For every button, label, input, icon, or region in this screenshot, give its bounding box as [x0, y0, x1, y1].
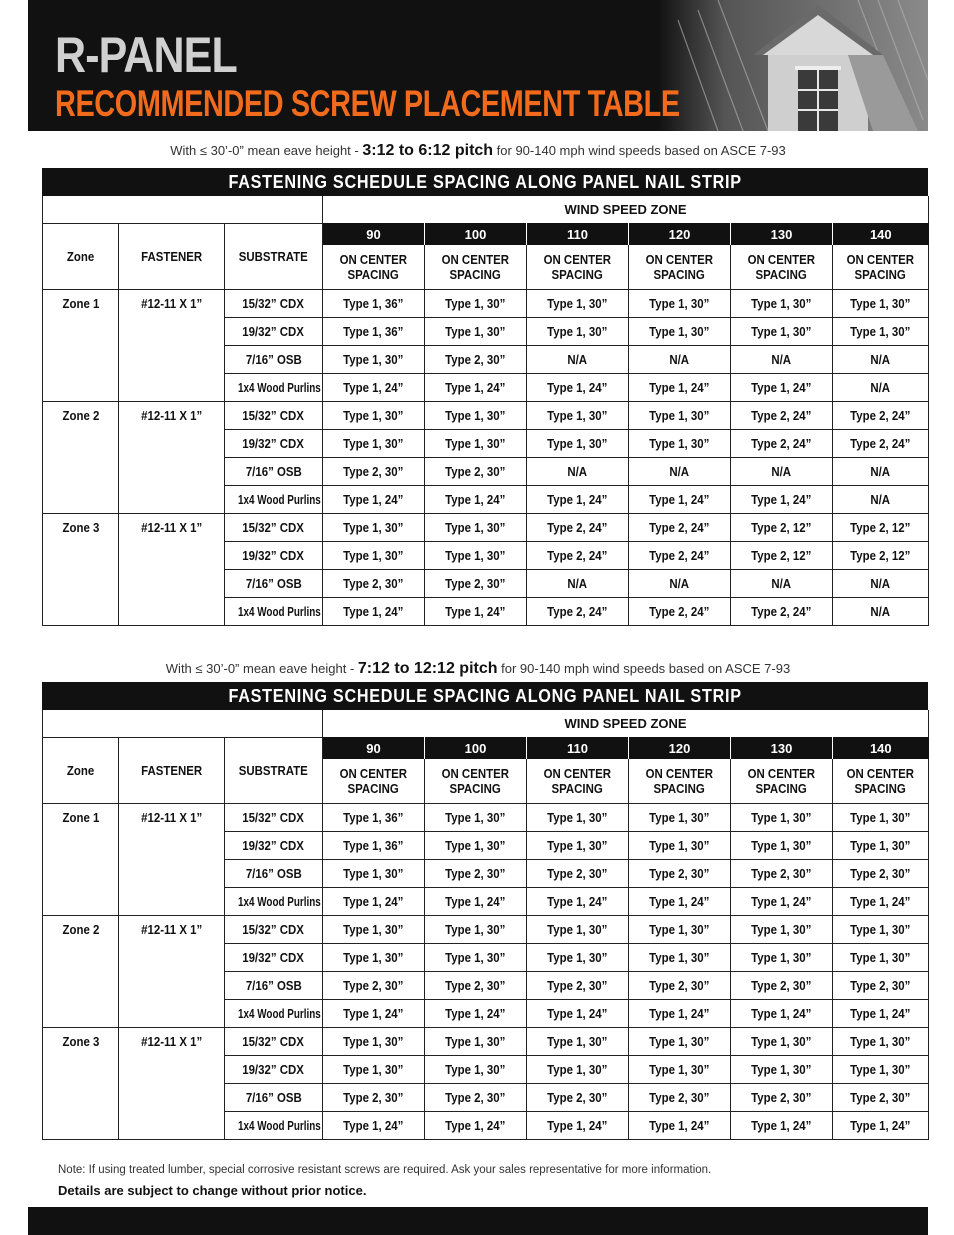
spacing-value-cell: Type 2, 24” [629, 514, 731, 542]
spacing-value-cell: Type 1, 24” [629, 374, 731, 402]
spacing-value-cell: N/A [833, 346, 929, 374]
spacing-value-cell: Type 1, 30” [323, 1056, 425, 1084]
spacing-value-cell: Type 1, 30” [731, 318, 833, 346]
substrate-cell: 19/32” CDX [225, 944, 323, 972]
on-center-spacing-header: ON CENTER SPACING [527, 245, 629, 290]
spacing-value-cell: N/A [629, 346, 731, 374]
spacing-value-cell: Type 1, 30” [527, 318, 629, 346]
spacing-value-cell: Type 1, 30” [731, 804, 833, 832]
fastener-label: #12-11 X 1” [119, 916, 225, 1028]
substrate-cell: 1x4 Wood Purlins [225, 888, 323, 916]
substrate-column-header: SUBSTRATE [225, 223, 323, 290]
wind-speed-90: 90 [323, 223, 425, 245]
spacing-value-cell: Type 1, 30” [323, 916, 425, 944]
spacing-value-cell: Type 1, 24” [731, 1000, 833, 1028]
spacing-value-cell: Type 1, 30” [833, 1056, 929, 1084]
substrate-cell: 1x4 Wood Purlins [225, 1112, 323, 1140]
wind-speed-140: 140 [833, 223, 929, 245]
schedule-title-text: FASTENING SCHEDULE SPACING ALONG PANEL NAIL STRIP [228, 686, 742, 706]
table-row [43, 514, 929, 542]
spacing-value-cell: Type 1, 30” [323, 402, 425, 430]
caption-suffix: for 90-140 mph wind speeds based on ASCE 7-93 [497, 661, 791, 676]
spacing-value-cell: Type 2, 30” [629, 1084, 731, 1112]
substrate-cell: 15/32” CDX [225, 1028, 323, 1056]
spacing-value-cell: Type 2, 12” [731, 542, 833, 570]
spacing-value-cell: Type 1, 24” [731, 374, 833, 402]
zone-column-header: Zone [43, 737, 119, 804]
spacing-value-cell: Type 1, 24” [425, 374, 527, 402]
spacing-value-cell: Type 1, 30” [527, 1056, 629, 1084]
spacing-value-cell: Type 1, 24” [425, 598, 527, 626]
spacing-value-cell: Type 1, 24” [425, 486, 527, 514]
spacing-value-cell: Type 2, 30” [425, 458, 527, 486]
blank-header-cell [43, 196, 323, 223]
zone-label: Zone 2 [43, 402, 119, 514]
substrate-cell: 15/32” CDX [225, 402, 323, 430]
spacing-value-cell: N/A [833, 458, 929, 486]
spacing-value-cell: Type 1, 30” [425, 944, 527, 972]
on-center-spacing-header: ON CENTER SPACING [323, 759, 425, 804]
spacing-value-cell: Type 1, 30” [425, 514, 527, 542]
on-center-spacing-header: ON CENTER SPACING [425, 245, 527, 290]
spacing-value-cell: Type 2, 30” [527, 972, 629, 1000]
spacing-value-cell: Type 1, 24” [731, 486, 833, 514]
spacing-value-cell: Type 2, 30” [323, 570, 425, 598]
fastener-label: #12-11 X 1” [119, 804, 225, 916]
substrate-cell: 1x4 Wood Purlins [225, 486, 323, 514]
spacing-value-cell: Type 1, 30” [629, 1056, 731, 1084]
on-center-spacing-header: ON CENTER SPACING [731, 245, 833, 290]
on-center-spacing-header: ON CENTER SPACING [833, 759, 929, 804]
spacing-value-cell: Type 1, 30” [629, 804, 731, 832]
wind-speed-110: 110 [527, 737, 629, 759]
spacing-value-cell: Type 1, 30” [833, 290, 929, 318]
spacing-value-cell: Type 2, 30” [425, 570, 527, 598]
spacing-value-cell: Type 1, 24” [629, 486, 731, 514]
spacing-value-cell: Type 1, 24” [323, 486, 425, 514]
spacing-value-cell: Type 1, 30” [527, 944, 629, 972]
table-row [43, 290, 929, 318]
spacing-value-cell: Type 1, 30” [731, 290, 833, 318]
spacing-value-cell: Type 1, 30” [425, 290, 527, 318]
on-center-spacing-header: ON CENTER SPACING [731, 759, 833, 804]
spacing-value-cell: Type 2, 30” [629, 972, 731, 1000]
spacing-value-cell: Type 2, 24” [731, 402, 833, 430]
spacing-value-cell: Type 1, 30” [629, 832, 731, 860]
spacing-value-cell: Type 1, 36” [323, 318, 425, 346]
spacing-value-cell: Type 1, 30” [731, 944, 833, 972]
fastener-label: #12-11 X 1” [119, 402, 225, 514]
treated-lumber-note: Note: If using treated lumber, special corrosive resistant screws are required. Ask your sales representative for more information. [58, 1164, 712, 1176]
fastener-label: #12-11 X 1” [119, 290, 225, 402]
spacing-value-cell: Type 1, 36” [323, 804, 425, 832]
spacing-value-cell: Type 1, 24” [527, 888, 629, 916]
caption-prefix: With ≤ 30’-0” mean eave height - [170, 143, 363, 158]
spacing-value-cell: Type 1, 30” [323, 860, 425, 888]
spacing-value-cell: Type 1, 30” [731, 916, 833, 944]
fastener-column-header: FASTENER [119, 223, 225, 290]
spacing-value-cell: Type 2, 24” [629, 598, 731, 626]
spacing-value-cell: Type 2, 30” [731, 1084, 833, 1112]
blank-header-cell [43, 710, 323, 737]
spacing-value-cell: N/A [527, 570, 629, 598]
page-title: R-PANEL [55, 27, 237, 83]
substrate-cell: 1x4 Wood Purlins [225, 598, 323, 626]
spacing-value-cell: Type 2, 24” [731, 598, 833, 626]
wind-speed-90: 90 [323, 737, 425, 759]
wind-speed-120: 120 [629, 223, 731, 245]
substrate-cell: 15/32” CDX [225, 290, 323, 318]
spacing-value-cell: Type 1, 30” [629, 916, 731, 944]
substrate-cell: 19/32” CDX [225, 832, 323, 860]
spacing-value-cell: Type 2, 30” [425, 860, 527, 888]
on-center-spacing-header: ON CENTER SPACING [425, 759, 527, 804]
spacing-value-cell: Type 1, 24” [323, 1000, 425, 1028]
spacing-value-cell: Type 1, 24” [629, 888, 731, 916]
spacing-value-cell: Type 1, 24” [833, 888, 929, 916]
substrate-cell: 7/16” OSB [225, 972, 323, 1000]
spacing-value-cell: Type 1, 24” [629, 1112, 731, 1140]
spacing-value-cell: Type 2, 30” [731, 860, 833, 888]
spacing-value-cell: Type 1, 30” [731, 1056, 833, 1084]
spacing-value-cell: Type 2, 30” [527, 860, 629, 888]
on-center-spacing-header: ON CENTER SPACING [323, 245, 425, 290]
wind-speed-zone-header: WIND SPEED ZONE [323, 710, 929, 737]
spacing-value-cell: Type 1, 30” [833, 804, 929, 832]
caption-pitch: 3:12 to 6:12 pitch [362, 142, 494, 159]
spacing-value-cell: Type 2, 12” [833, 514, 929, 542]
spacing-value-cell: Type 2, 12” [833, 542, 929, 570]
spacing-value-cell: Type 2, 24” [527, 542, 629, 570]
footer-bar [28, 1207, 928, 1235]
spacing-value-cell: N/A [629, 570, 731, 598]
page-subtitle: RECOMMENDED SCREW PLACEMENT TABLE [55, 83, 680, 124]
spacing-value-cell: Type 1, 30” [527, 430, 629, 458]
fastening-schedule [42, 682, 928, 1140]
substrate-cell: 7/16” OSB [225, 346, 323, 374]
fastener-label: #12-11 X 1” [119, 1028, 225, 1140]
spacing-value-cell: Type 1, 24” [425, 888, 527, 916]
substrate-cell: 15/32” CDX [225, 804, 323, 832]
table-row [43, 804, 929, 832]
spacing-value-cell: Type 1, 24” [833, 1112, 929, 1140]
wind-speed-100: 100 [425, 737, 527, 759]
on-center-spacing-header: ON CENTER SPACING [629, 759, 731, 804]
spacing-value-cell: Type 1, 24” [731, 1112, 833, 1140]
document-page [28, 0, 928, 1235]
spacing-value-cell: Type 2, 24” [833, 430, 929, 458]
spacing-value-cell: Type 2, 30” [323, 972, 425, 1000]
substrate-cell: 19/32” CDX [225, 430, 323, 458]
spacing-value-cell: Type 1, 30” [833, 1028, 929, 1056]
substrate-cell: 19/32” CDX [225, 542, 323, 570]
spacing-value-cell: Type 1, 30” [527, 290, 629, 318]
spacing-value-cell: Type 1, 30” [323, 944, 425, 972]
spacing-value-cell: Type 1, 24” [323, 1112, 425, 1140]
caption-pitch: 7:12 to 12:12 pitch [357, 660, 498, 677]
substrate-cell: 15/32” CDX [225, 514, 323, 542]
spacing-value-cell: Type 2, 24” [527, 514, 629, 542]
spacing-value-cell: Type 1, 30” [425, 430, 527, 458]
spacing-value-cell: Type 1, 24” [425, 1000, 527, 1028]
wind-speed-110: 110 [527, 223, 629, 245]
substrate-cell: 7/16” OSB [225, 458, 323, 486]
spacing-value-cell: N/A [833, 570, 929, 598]
spacing-value-cell: N/A [731, 570, 833, 598]
spacing-value-cell: Type 2, 24” [833, 402, 929, 430]
spacing-value-cell: Type 1, 30” [425, 832, 527, 860]
spacing-value-cell: Type 1, 30” [323, 430, 425, 458]
substrate-cell: 1x4 Wood Purlins [225, 374, 323, 402]
spacing-value-cell: Type 1, 30” [425, 402, 527, 430]
spacing-value-cell: Type 1, 30” [323, 542, 425, 570]
spacing-value-cell: N/A [833, 374, 929, 402]
spacing-value-cell: Type 1, 30” [527, 804, 629, 832]
spacing-value-cell: Type 1, 30” [731, 1028, 833, 1056]
schedule-title [42, 682, 928, 710]
substrate-cell: 19/32” CDX [225, 318, 323, 346]
spacing-value-cell: Type 1, 30” [629, 318, 731, 346]
spacing-value-cell: Type 1, 36” [323, 832, 425, 860]
spacing-value-cell: Type 1, 24” [527, 486, 629, 514]
spacing-value-cell: Type 1, 24” [323, 598, 425, 626]
spacing-value-cell: Type 1, 24” [527, 1112, 629, 1140]
zone-label: Zone 2 [43, 916, 119, 1028]
spacing-value-cell: Type 2, 12” [731, 514, 833, 542]
on-center-spacing-header: ON CENTER SPACING [833, 245, 929, 290]
zone-column-header: Zone [43, 223, 119, 290]
substrate-cell: 15/32” CDX [225, 916, 323, 944]
spacing-value-cell: Type 2, 30” [425, 1084, 527, 1112]
spacing-value-cell: Type 1, 24” [527, 1000, 629, 1028]
substrate-cell: 19/32” CDX [225, 1056, 323, 1084]
spacing-value-cell: Type 1, 30” [629, 1028, 731, 1056]
wind-speed-130: 130 [731, 737, 833, 759]
zone-label: Zone 1 [43, 804, 119, 916]
spacing-value-cell: Type 2, 24” [629, 542, 731, 570]
roof-dormer-photo [658, 0, 928, 131]
spacing-value-cell: Type 1, 30” [833, 944, 929, 972]
spacing-value-cell: Type 2, 30” [425, 972, 527, 1000]
spacing-value-cell: Type 2, 30” [833, 1084, 929, 1112]
spacing-value-cell: Type 1, 30” [323, 514, 425, 542]
spacing-value-cell: Type 1, 24” [323, 888, 425, 916]
spacing-value-cell: Type 1, 30” [527, 1028, 629, 1056]
spacing-value-cell: N/A [833, 598, 929, 626]
table-row [43, 1028, 929, 1056]
caption-suffix: for 90-140 mph wind speeds based on ASCE 7-93 [493, 143, 786, 158]
spacing-value-cell: Type 2, 30” [323, 1084, 425, 1112]
spacing-value-cell: Type 1, 30” [425, 1056, 527, 1084]
substrate-cell: 7/16” OSB [225, 570, 323, 598]
fastener-column-header: FASTENER [119, 737, 225, 804]
substrate-column-header: SUBSTRATE [225, 737, 323, 804]
spacing-value-cell: Type 2, 30” [833, 860, 929, 888]
on-center-spacing-header: ON CENTER SPACING [629, 245, 731, 290]
spacing-value-cell: N/A [833, 486, 929, 514]
spacing-value-cell: Type 2, 24” [527, 598, 629, 626]
spacing-value-cell: Type 2, 30” [629, 860, 731, 888]
spacing-value-cell: Type 1, 30” [425, 542, 527, 570]
spacing-value-cell: Type 1, 36” [323, 290, 425, 318]
spacing-value-cell: Type 1, 30” [731, 832, 833, 860]
on-center-spacing-header: ON CENTER SPACING [527, 759, 629, 804]
zone-label: Zone 3 [43, 1028, 119, 1140]
fastener-label: #12-11 X 1” [119, 514, 225, 626]
spacing-value-cell: Type 1, 24” [527, 374, 629, 402]
schedule-caption [28, 660, 928, 678]
spacing-value-cell: Type 2, 30” [425, 346, 527, 374]
spacing-value-cell: Type 1, 30” [833, 832, 929, 860]
spacing-value-cell: N/A [731, 346, 833, 374]
spacing-value-cell: Type 2, 30” [323, 458, 425, 486]
spacing-value-cell: Type 1, 30” [629, 402, 731, 430]
spacing-value-cell: Type 1, 30” [629, 430, 731, 458]
schedule-table [42, 196, 929, 626]
spacing-value-cell: Type 1, 24” [323, 374, 425, 402]
spacing-value-cell: Type 1, 24” [731, 888, 833, 916]
spacing-value-cell: Type 2, 30” [833, 972, 929, 1000]
table-row [43, 402, 929, 430]
spacing-value-cell: Type 1, 30” [425, 804, 527, 832]
substrate-cell: 1x4 Wood Purlins [225, 1000, 323, 1028]
spacing-value-cell: Type 1, 30” [833, 318, 929, 346]
schedule-table [42, 710, 929, 1140]
spacing-value-cell: N/A [527, 458, 629, 486]
spacing-value-cell: Type 1, 24” [833, 1000, 929, 1028]
spacing-value-cell: Type 2, 30” [731, 972, 833, 1000]
spacing-value-cell: Type 1, 30” [629, 944, 731, 972]
spacing-value-cell: N/A [731, 458, 833, 486]
substrate-cell: 7/16” OSB [225, 1084, 323, 1112]
fastening-schedule [42, 168, 928, 626]
spacing-value-cell: Type 1, 30” [527, 402, 629, 430]
spacing-value-cell: Type 1, 30” [425, 318, 527, 346]
spacing-value-cell: Type 1, 30” [425, 1028, 527, 1056]
table-row [43, 916, 929, 944]
zone-label: Zone 1 [43, 290, 119, 402]
spacing-value-cell: Type 1, 30” [323, 1028, 425, 1056]
spacing-value-cell: Type 1, 30” [833, 916, 929, 944]
schedule-title [42, 168, 928, 196]
schedule-title-text: FASTENING SCHEDULE SPACING ALONG PANEL NAIL STRIP [228, 172, 742, 192]
schedule-caption [28, 142, 928, 160]
wind-speed-130: 130 [731, 223, 833, 245]
spacing-value-cell: N/A [629, 458, 731, 486]
change-notice: Details are subject to change without prior notice. [58, 1183, 367, 1198]
substrate-cell: 7/16” OSB [225, 860, 323, 888]
spacing-value-cell: Type 1, 30” [629, 290, 731, 318]
spacing-value-cell: Type 1, 30” [527, 916, 629, 944]
spacing-value-cell: N/A [527, 346, 629, 374]
spacing-value-cell: Type 1, 30” [323, 346, 425, 374]
spacing-value-cell: Type 2, 24” [731, 430, 833, 458]
spacing-value-cell: Type 1, 30” [527, 832, 629, 860]
spacing-value-cell: Type 1, 24” [629, 1000, 731, 1028]
wind-speed-120: 120 [629, 737, 731, 759]
wind-speed-140: 140 [833, 737, 929, 759]
header-banner [28, 0, 928, 131]
spacing-value-cell: Type 1, 30” [425, 916, 527, 944]
caption-prefix: With ≤ 30’-0” mean eave height - [165, 661, 358, 676]
wind-speed-zone-header: WIND SPEED ZONE [323, 196, 929, 223]
wind-speed-100: 100 [425, 223, 527, 245]
spacing-value-cell: Type 1, 24” [425, 1112, 527, 1140]
zone-label: Zone 3 [43, 514, 119, 626]
spacing-value-cell: Type 2, 30” [527, 1084, 629, 1112]
